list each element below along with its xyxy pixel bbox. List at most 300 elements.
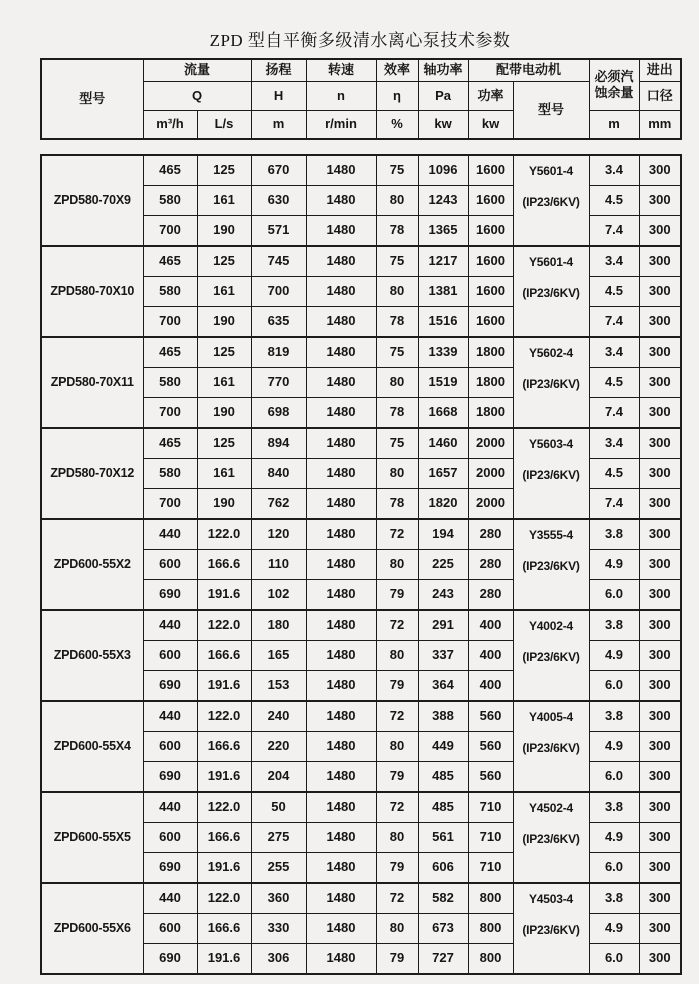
value-cell: 4.9 — [589, 641, 639, 671]
value-cell: 80 — [376, 277, 418, 307]
value-cell: 7.4 — [589, 216, 639, 247]
value-cell: 291 — [418, 610, 468, 641]
value-cell: 78 — [376, 216, 418, 247]
value-cell: 110 — [251, 550, 306, 580]
pump-model-cell: ZPD600-55X4 — [41, 701, 143, 792]
value-cell: 191.6 — [197, 671, 251, 702]
value-cell: 125 — [197, 246, 251, 277]
value-cell: 600 — [143, 641, 197, 671]
value-cell: 300 — [639, 489, 681, 520]
value-cell: 191.6 — [197, 580, 251, 611]
value-cell: 4.5 — [589, 277, 639, 307]
efficiency-symbol: η — [376, 82, 418, 111]
value-cell: 1480 — [306, 459, 376, 489]
value-cell: 166.6 — [197, 641, 251, 671]
value-cell: 300 — [639, 216, 681, 247]
table-row — [41, 337, 681, 368]
value-cell: 1480 — [306, 853, 376, 884]
value-cell: 819 — [251, 337, 306, 368]
value-cell: 465 — [143, 428, 197, 459]
value-cell: 161 — [197, 459, 251, 489]
value-cell: 580 — [143, 186, 197, 216]
table-row — [41, 155, 681, 186]
value-cell: 710 — [468, 853, 513, 884]
value-cell: 465 — [143, 337, 197, 368]
table-row — [41, 519, 681, 550]
motor-model-cell — [513, 610, 589, 701]
motor-model-line1: Y5603-4 — [529, 437, 573, 451]
value-cell: 700 — [143, 307, 197, 338]
value-cell: 560 — [468, 762, 513, 793]
value-cell: 360 — [251, 883, 306, 914]
value-cell: 582 — [418, 883, 468, 914]
value-cell: 3.8 — [589, 610, 639, 641]
value-cell: 690 — [143, 580, 197, 611]
value-cell: 1480 — [306, 914, 376, 944]
pump-model-cell: ZPD600-55X5 — [41, 792, 143, 883]
motor-model-line1: Y4005-4 — [529, 710, 573, 724]
value-cell: 1668 — [418, 398, 468, 429]
value-cell: 72 — [376, 883, 418, 914]
pump-model-cell: ZPD600-55X6 — [41, 883, 143, 974]
value-cell: 122.0 — [197, 610, 251, 641]
value-cell: 191.6 — [197, 853, 251, 884]
value-cell: 1243 — [418, 186, 468, 216]
value-cell: 1600 — [468, 307, 513, 338]
value-cell: 72 — [376, 610, 418, 641]
value-cell: 300 — [639, 883, 681, 914]
value-cell: 80 — [376, 732, 418, 762]
value-cell: 3.4 — [589, 428, 639, 459]
value-cell: 440 — [143, 701, 197, 732]
value-cell: 690 — [143, 762, 197, 793]
value-cell: 190 — [197, 307, 251, 338]
value-cell: 1480 — [306, 368, 376, 398]
value-cell: 4.5 — [589, 459, 639, 489]
value-cell: 1820 — [418, 489, 468, 520]
value-cell: 80 — [376, 914, 418, 944]
value-cell: 6.0 — [589, 762, 639, 793]
value-cell: 300 — [639, 277, 681, 307]
table-row — [41, 610, 681, 641]
value-cell: 153 — [251, 671, 306, 702]
value-cell: 1480 — [306, 671, 376, 702]
value-cell: 673 — [418, 914, 468, 944]
value-cell: 700 — [143, 398, 197, 429]
col-header-model: 型号 — [41, 59, 143, 139]
value-cell: 400 — [468, 671, 513, 702]
value-cell: 1480 — [306, 489, 376, 520]
value-cell: 330 — [251, 914, 306, 944]
value-cell: 204 — [251, 762, 306, 793]
value-cell: 243 — [418, 580, 468, 611]
head-symbol: H — [251, 82, 306, 111]
value-cell: 1480 — [306, 792, 376, 823]
motor-model-line2: (IP23/6KV) — [522, 195, 580, 209]
value-cell: 485 — [418, 792, 468, 823]
value-cell: 600 — [143, 732, 197, 762]
value-cell: 4.5 — [589, 368, 639, 398]
value-cell: 7.4 — [589, 307, 639, 338]
shaft-power-unit: kw — [418, 111, 468, 140]
value-cell: 300 — [639, 762, 681, 793]
col-header-port-line2: 口径 — [639, 82, 681, 111]
value-cell: 700 — [143, 216, 197, 247]
motor-model-line1: Y3555-4 — [529, 528, 573, 542]
value-cell: 75 — [376, 337, 418, 368]
flow-unit-m3h: m³/h — [143, 111, 197, 140]
value-cell: 80 — [376, 368, 418, 398]
col-header-port-line1: 进出 — [639, 59, 681, 82]
value-cell: 690 — [143, 853, 197, 884]
value-cell: 300 — [639, 307, 681, 338]
motor-model-line2: (IP23/6KV) — [522, 832, 580, 846]
value-cell: 225 — [418, 550, 468, 580]
value-cell: 300 — [639, 459, 681, 489]
value-cell: 6.0 — [589, 853, 639, 884]
value-cell: 78 — [376, 489, 418, 520]
value-cell: 80 — [376, 823, 418, 853]
value-cell: 4.5 — [589, 186, 639, 216]
value-cell: 166.6 — [197, 823, 251, 853]
motor-model-cell — [513, 337, 589, 428]
value-cell: 1480 — [306, 519, 376, 550]
value-cell: 1657 — [418, 459, 468, 489]
value-cell: 300 — [639, 732, 681, 762]
value-cell: 190 — [197, 216, 251, 247]
value-cell: 190 — [197, 398, 251, 429]
value-cell: 364 — [418, 671, 468, 702]
value-cell: 300 — [639, 671, 681, 702]
motor-model-line1: Y4502-4 — [529, 801, 573, 815]
value-cell: 840 — [251, 459, 306, 489]
value-cell: 1600 — [468, 277, 513, 307]
value-cell: 165 — [251, 641, 306, 671]
pump-model-cell: ZPD600-55X3 — [41, 610, 143, 701]
value-cell: 300 — [639, 337, 681, 368]
value-cell: 2000 — [468, 428, 513, 459]
value-cell: 3.8 — [589, 519, 639, 550]
value-cell: 440 — [143, 792, 197, 823]
flow-unit-ls: L/s — [197, 111, 251, 140]
table-row — [41, 246, 681, 277]
value-cell: 1480 — [306, 580, 376, 611]
value-cell: 630 — [251, 186, 306, 216]
value-cell: 1480 — [306, 944, 376, 975]
value-cell: 770 — [251, 368, 306, 398]
value-cell: 102 — [251, 580, 306, 611]
value-cell: 275 — [251, 823, 306, 853]
value-cell: 300 — [639, 580, 681, 611]
value-cell: 161 — [197, 368, 251, 398]
value-cell: 122.0 — [197, 519, 251, 550]
value-cell: 745 — [251, 246, 306, 277]
table-row — [41, 883, 681, 914]
value-cell: 1480 — [306, 732, 376, 762]
value-cell: 700 — [251, 277, 306, 307]
value-cell: 580 — [143, 368, 197, 398]
value-cell: 300 — [639, 914, 681, 944]
value-cell: 50 — [251, 792, 306, 823]
value-cell: 191.6 — [197, 944, 251, 975]
value-cell: 3.8 — [589, 883, 639, 914]
motor-model-line2: (IP23/6KV) — [522, 286, 580, 300]
value-cell: 300 — [639, 155, 681, 186]
value-cell: 122.0 — [197, 792, 251, 823]
value-cell: 727 — [418, 944, 468, 975]
value-cell: 2000 — [468, 459, 513, 489]
shaft-power-symbol: Pa — [418, 82, 468, 111]
value-cell: 1217 — [418, 246, 468, 277]
value-cell: 1460 — [418, 428, 468, 459]
value-cell: 1600 — [468, 246, 513, 277]
value-cell: 1480 — [306, 216, 376, 247]
value-cell: 440 — [143, 519, 197, 550]
value-cell: 800 — [468, 914, 513, 944]
motor-model-line2: (IP23/6KV) — [522, 923, 580, 937]
value-cell: 6.0 — [589, 944, 639, 975]
value-cell: 300 — [639, 792, 681, 823]
value-cell: 78 — [376, 307, 418, 338]
value-cell: 80 — [376, 186, 418, 216]
value-cell: 80 — [376, 459, 418, 489]
value-cell: 600 — [143, 550, 197, 580]
pump-table-body — [41, 155, 681, 974]
value-cell: 7.4 — [589, 489, 639, 520]
motor-model-cell — [513, 792, 589, 883]
value-cell: 280 — [468, 580, 513, 611]
value-cell: 194 — [418, 519, 468, 550]
motor-model-line2: (IP23/6KV) — [522, 468, 580, 482]
value-cell: 161 — [197, 186, 251, 216]
value-cell: 1365 — [418, 216, 468, 247]
value-cell: 300 — [639, 610, 681, 641]
value-cell: 125 — [197, 155, 251, 186]
value-cell: 300 — [639, 428, 681, 459]
value-cell: 1516 — [418, 307, 468, 338]
value-cell: 240 — [251, 701, 306, 732]
value-cell: 1480 — [306, 307, 376, 338]
value-cell: 580 — [143, 459, 197, 489]
col-header-speed: 转速 — [306, 59, 376, 82]
value-cell: 1480 — [306, 277, 376, 307]
motor-model-line2: (IP23/6KV) — [522, 650, 580, 664]
value-cell: 300 — [639, 944, 681, 975]
motor-model-line1: Y4503-4 — [529, 892, 573, 906]
col-header-flow: 流量 — [143, 59, 251, 82]
value-cell: 1381 — [418, 277, 468, 307]
speed-symbol: n — [306, 82, 376, 111]
flow-symbol: Q — [143, 82, 251, 111]
value-cell: 4.9 — [589, 550, 639, 580]
value-cell: 1339 — [418, 337, 468, 368]
table-row — [41, 701, 681, 732]
value-cell: 1800 — [468, 398, 513, 429]
value-cell: 72 — [376, 792, 418, 823]
motor-model-line1: Y5602-4 — [529, 346, 573, 360]
value-cell: 166.6 — [197, 914, 251, 944]
value-cell: 1480 — [306, 883, 376, 914]
value-cell: 1096 — [418, 155, 468, 186]
motor-model-line1: Y5601-4 — [529, 255, 573, 269]
value-cell: 180 — [251, 610, 306, 641]
value-cell: 300 — [639, 641, 681, 671]
motor-model-cell — [513, 428, 589, 519]
npsh-label-line2: 蚀余量 — [594, 85, 634, 100]
value-cell: 79 — [376, 580, 418, 611]
value-cell: 300 — [639, 550, 681, 580]
spec-data-table — [40, 154, 682, 975]
value-cell: 220 — [251, 732, 306, 762]
value-cell: 465 — [143, 155, 197, 186]
col-header-motor: 配带电动机 — [468, 59, 589, 82]
value-cell: 580 — [143, 277, 197, 307]
value-cell: 600 — [143, 823, 197, 853]
value-cell: 3.4 — [589, 246, 639, 277]
value-cell: 1480 — [306, 186, 376, 216]
value-cell: 79 — [376, 671, 418, 702]
pump-model-cell: ZPD600-55X2 — [41, 519, 143, 610]
value-cell: 1480 — [306, 823, 376, 853]
value-cell: 80 — [376, 641, 418, 671]
value-cell: 300 — [639, 823, 681, 853]
value-cell: 400 — [468, 610, 513, 641]
value-cell: 4.9 — [589, 732, 639, 762]
motor-model-cell — [513, 155, 589, 246]
value-cell: 698 — [251, 398, 306, 429]
value-cell: 1600 — [468, 155, 513, 186]
value-cell: 75 — [376, 428, 418, 459]
motor-model-cell — [513, 246, 589, 337]
col-header-shaft-power: 轴功率 — [418, 59, 468, 82]
pump-model-cell: ZPD580-70X9 — [41, 155, 143, 246]
value-cell: 762 — [251, 489, 306, 520]
value-cell: 190 — [197, 489, 251, 520]
value-cell: 2000 — [468, 489, 513, 520]
value-cell: 485 — [418, 762, 468, 793]
value-cell: 606 — [418, 853, 468, 884]
value-cell: 560 — [468, 732, 513, 762]
value-cell: 300 — [639, 853, 681, 884]
motor-model-line2: (IP23/6KV) — [522, 559, 580, 573]
value-cell: 710 — [468, 792, 513, 823]
value-cell: 300 — [639, 368, 681, 398]
value-cell: 1480 — [306, 550, 376, 580]
value-cell: 1480 — [306, 398, 376, 429]
value-cell: 300 — [639, 519, 681, 550]
value-cell: 3.8 — [589, 701, 639, 732]
value-cell: 465 — [143, 246, 197, 277]
value-cell: 161 — [197, 277, 251, 307]
motor-model-label: 型号 — [513, 82, 589, 140]
table-row — [41, 792, 681, 823]
value-cell: 78 — [376, 398, 418, 429]
value-cell: 1480 — [306, 337, 376, 368]
pump-model-cell: ZPD580-70X10 — [41, 246, 143, 337]
col-header-npsh — [589, 59, 639, 111]
value-cell: 894 — [251, 428, 306, 459]
value-cell: 4.9 — [589, 914, 639, 944]
value-cell: 561 — [418, 823, 468, 853]
motor-power-unit: kw — [468, 111, 513, 140]
value-cell: 3.8 — [589, 792, 639, 823]
value-cell: 571 — [251, 216, 306, 247]
value-cell: 6.0 — [589, 671, 639, 702]
value-cell: 7.4 — [589, 398, 639, 429]
value-cell: 690 — [143, 671, 197, 702]
port-unit: mm — [639, 111, 681, 140]
value-cell: 79 — [376, 944, 418, 975]
value-cell: 1800 — [468, 368, 513, 398]
motor-power-label: 功率 — [468, 82, 513, 111]
speed-unit: r/min — [306, 111, 376, 140]
value-cell: 800 — [468, 944, 513, 975]
value-cell: 191.6 — [197, 762, 251, 793]
value-cell: 80 — [376, 550, 418, 580]
value-cell: 600 — [143, 914, 197, 944]
pump-model-cell: ZPD580-70X12 — [41, 428, 143, 519]
motor-model-cell — [513, 883, 589, 974]
page-title: ZPD 型自平衡多级清水离心泵技术参数 — [209, 31, 511, 50]
spec-header-table — [40, 58, 682, 140]
value-cell: 670 — [251, 155, 306, 186]
npsh-unit: m — [589, 111, 639, 140]
head-unit: m — [251, 111, 306, 140]
motor-model-cell — [513, 519, 589, 610]
value-cell: 3.4 — [589, 155, 639, 186]
value-cell: 1519 — [418, 368, 468, 398]
value-cell: 6.0 — [589, 580, 639, 611]
motor-model-line2: (IP23/6KV) — [522, 377, 580, 391]
col-header-efficiency: 效率 — [376, 59, 418, 82]
value-cell: 300 — [639, 246, 681, 277]
value-cell: 1480 — [306, 610, 376, 641]
table-row — [41, 428, 681, 459]
value-cell: 710 — [468, 823, 513, 853]
value-cell: 4.9 — [589, 823, 639, 853]
value-cell: 690 — [143, 944, 197, 975]
value-cell: 122.0 — [197, 883, 251, 914]
value-cell: 388 — [418, 701, 468, 732]
value-cell: 300 — [639, 398, 681, 429]
motor-model-line1: Y4002-4 — [529, 619, 573, 633]
value-cell: 1480 — [306, 701, 376, 732]
value-cell: 1600 — [468, 186, 513, 216]
efficiency-unit: % — [376, 111, 418, 140]
value-cell: 337 — [418, 641, 468, 671]
col-header-head: 扬程 — [251, 59, 306, 82]
value-cell: 166.6 — [197, 550, 251, 580]
value-cell: 75 — [376, 246, 418, 277]
value-cell: 306 — [251, 944, 306, 975]
value-cell: 72 — [376, 701, 418, 732]
value-cell: 300 — [639, 701, 681, 732]
value-cell: 1800 — [468, 337, 513, 368]
value-cell: 440 — [143, 883, 197, 914]
value-cell: 1600 — [468, 216, 513, 247]
value-cell: 255 — [251, 853, 306, 884]
value-cell: 280 — [468, 519, 513, 550]
value-cell: 79 — [376, 762, 418, 793]
value-cell: 1480 — [306, 641, 376, 671]
npsh-label-line1: 必须汽 — [594, 68, 634, 84]
value-cell: 1480 — [306, 762, 376, 793]
pump-model-cell: ZPD580-70X11 — [41, 337, 143, 428]
value-cell: 400 — [468, 641, 513, 671]
value-cell: 800 — [468, 883, 513, 914]
value-cell: 125 — [197, 337, 251, 368]
value-cell: 3.4 — [589, 337, 639, 368]
